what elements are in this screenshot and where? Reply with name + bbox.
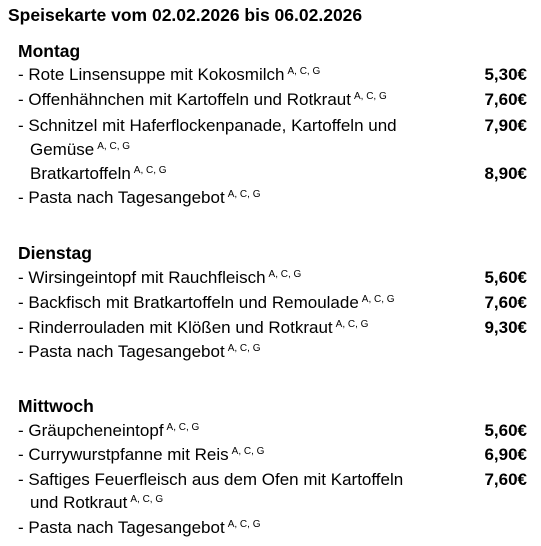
day-heading-mittwoch: Mittwoch bbox=[18, 396, 94, 416]
menu-item-line: - Backfisch mit Bratkartoffeln und Remoulade $^{A, C, G}$ bbox=[18, 293, 395, 312]
menu-item-price: 6,90€ bbox=[484, 445, 527, 464]
menu-item-price: 7,60€ bbox=[484, 293, 527, 312]
menu-item-price: 5,60€ bbox=[484, 421, 527, 440]
menu-item-line: - Currywurstpfanne mit Reis $^{A, C, G}$ bbox=[18, 445, 265, 464]
allergen-codes: A, C, G bbox=[227, 342, 261, 354]
menu-item-line: - Rote Linsensuppe mit Kokosmilch $^{A, C, G}$ bbox=[18, 65, 321, 84]
allergen-codes: A, C, G bbox=[353, 90, 387, 102]
menu-item-line: - Pasta nach Tagesangebot $^{A, C, G}$ bbox=[18, 342, 261, 361]
allergen-codes: A, C, G bbox=[287, 65, 321, 77]
menu-item-price: 9,30€ bbox=[484, 318, 527, 337]
menu-item-line: - Saftiges Feuerfleisch aus dem Ofen mit Kartoffeln bbox=[18, 470, 404, 489]
allergen-codes: A, C, G bbox=[335, 318, 369, 330]
menu-title: Speisekarte vom 02.02.2026 bis 06.02.2026 bbox=[8, 5, 363, 25]
allergen-codes: A, C, G bbox=[130, 493, 164, 505]
allergen-codes: A, C, G bbox=[133, 164, 167, 176]
menu-item-line: - Pasta nach Tagesangebot $^{A, C, G}$ bbox=[18, 188, 261, 207]
menu-item-price: 7,60€ bbox=[484, 90, 527, 109]
menu-item-line: - Wirsingeintopf mit Rauchfleisch $^{A, C, G}$ bbox=[18, 268, 302, 287]
allergen-codes: A, C, G bbox=[361, 293, 395, 305]
allergen-codes: A, C, G bbox=[227, 188, 261, 200]
day-heading-montag: Montag bbox=[18, 41, 81, 61]
menu-item-price: 5,60€ bbox=[484, 268, 527, 287]
allergen-codes: A, C, G bbox=[166, 421, 200, 433]
menu-item-price: 7,60€ bbox=[484, 470, 527, 489]
allergen-codes: A, C, G bbox=[227, 518, 261, 530]
menu-item-line-continued: Gemüse $^{A, C, G}$ bbox=[30, 140, 131, 159]
menu-item-line: - Rinderrouladen mit Klößen und Rotkraut $^{A, C, G}$ bbox=[18, 318, 369, 337]
menu-item-price: 7,90€ bbox=[484, 116, 527, 135]
allergen-codes: A, C, G bbox=[268, 268, 302, 280]
menu-item-line-continued: und Rotkraut $^{A, C, G}$ bbox=[30, 493, 164, 512]
menu-item-price: 8,90€ bbox=[484, 164, 527, 183]
menu-item-line: - Pasta nach Tagesangebot $^{A, C, G}$ bbox=[18, 518, 261, 537]
menu-item-line: - Schnitzel mit Haferflockenpanade, Kartoffeln und bbox=[18, 116, 397, 135]
menu-item-line: - Offenhähnchen mit Kartoffeln und Rotkraut $^{A, C, G}$ bbox=[18, 90, 387, 109]
allergen-codes: A, C, G bbox=[231, 445, 265, 457]
menu-item-line: - Gräupcheneintopf $^{A, C, G}$ bbox=[18, 421, 200, 440]
day-heading-dienstag: Dienstag bbox=[18, 243, 92, 263]
menu-item-price: 5,30€ bbox=[484, 65, 527, 84]
allergen-codes: A, C, G bbox=[97, 140, 131, 152]
menu-item-line: Bratkartoffeln $^{A, C, G}$ bbox=[30, 164, 167, 183]
